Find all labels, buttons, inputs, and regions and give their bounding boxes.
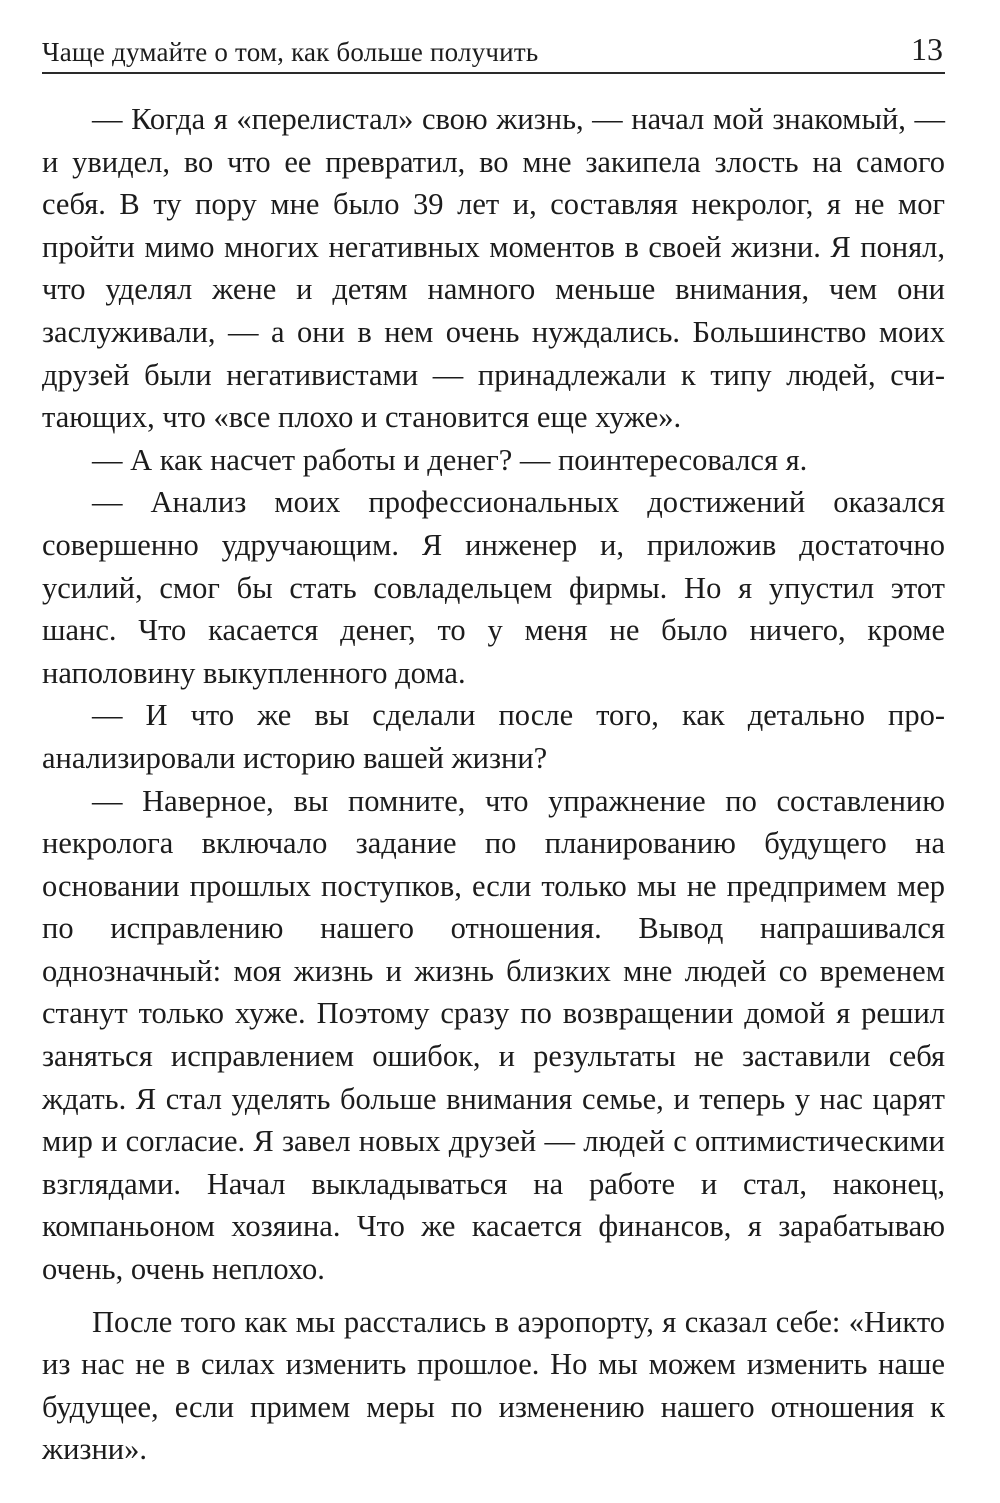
- running-header: [42, 20, 945, 74]
- paragraph-5: — Наверное, вы помните, что упражнение по составлению некролога включало задание по планированию будущего на основании прошлых поступков, если только мы не предпримем мер по исправлению нашего отношения. Вывод напрашивался однозначный: моя жизнь и жизнь близких мне людей со временем станут только хуже. Поэтому сразу по возвращении домой я решил заняться исправлением ошибок, и результаты не заставили себя ждать. Я стал уделять больше внимания семье, и теперь у нас царят мир и согласие. Я завел новых друзей — людей с оптимистическими взглядами. Начал выкладываться на работе и стал, наконец, компаньоном хозяина. Что же касается финансов, я зарабатываю очень, очень неплохо.: [42, 783, 945, 1287]
- page-number: 13: [911, 31, 943, 67]
- paragraph-3: — Анализ моих профессиональных достижений оказался совершенно удручающим. Я инженер и, приложив достаточно усилий, смог бы стать совладельцем фирмы. Но я упустил этот шанс. Что касается денег, то у меня не было ничего, кроме наполовину выкупленного дома.: [42, 485, 945, 690]
- running-title: Чаще думайте о том, как больше получить: [42, 37, 539, 67]
- paragraph-6: После того как мы расстались в аэропорту, я сказал себе: «Никто из нас не в силах изменить прошлое. Но мы можем изменить наше будущее, если примем меры по изменению нашего отношения к жизни».: [42, 1304, 945, 1467]
- body-text: [42, 98, 945, 1471]
- paragraph-4: — И что же вы сделали после того, как детально проанализировали историю вашей жизни?: [42, 698, 945, 775]
- paragraph-2: — А как насчет работы и денег? — поинтересовался я.: [92, 442, 808, 477]
- paragraph-1: — Когда я «перелистал» свою жизнь, — начал мой знакомый, — и увидел, во что ее превратил, во мне закипела злость на самого себя. В ту пору мне было 39 лет и, составляя некролог, я не мог пройти мимо многих негативных моментов в своей жизни. Я понял, что уделял жене и детям намного меньше внимания, чем они заслуживали, — а они в нем очень нуждались. Большинство моих друзей были негативистами — принадлежали к типу людей, считающих, что «все плохо и становится еще хуже».: [42, 102, 945, 435]
- book-page: [42, 20, 945, 1471]
